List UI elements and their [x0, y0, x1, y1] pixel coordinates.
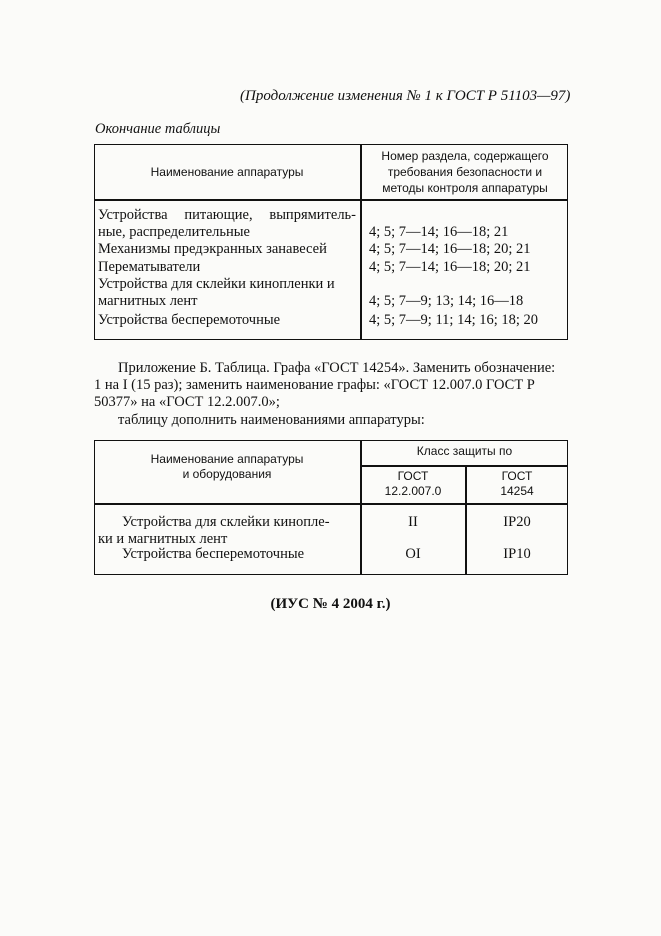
paragraph-line4: таблицу дополнить наименованиями аппаратуры: [118, 412, 425, 428]
paragraph-line2: 1 на I (15 раз); заменить наименование графы: «ГОСТ 12.007.0 ГОСТ Р [94, 377, 535, 393]
table1-row1-value: 4; 5; 7—14; 16—18; 21 [369, 224, 509, 240]
table2-row1-v1: II [408, 514, 418, 530]
table2-header-divider [94, 503, 568, 505]
table2-row2-v2: IP10 [503, 546, 531, 562]
table2-sub2-header: ГОСТ 14254 [500, 469, 534, 498]
table2-row2-v1: OI [405, 546, 421, 562]
paragraph-line1: Приложение Б. Таблица. Графа «ГОСТ 14254». Заменить обозначение: [118, 360, 556, 376]
paragraph-line3: 50377» на «ГОСТ 12.2.007.0»; [94, 394, 280, 410]
table1-row5-value: 4; 5; 7—9; 11; 14; 16; 18; 20 [369, 312, 539, 328]
table2-row1-name-line2: ки и магнитных лент [98, 531, 228, 547]
table1-row1-name-line1: Устройства питающие, выпрямитель- [98, 207, 356, 223]
table1-row4-value: 4; 5; 7—9; 13; 14; 16—18 [369, 293, 524, 309]
table1-col1-header: Наименование аппаратуры [150, 164, 304, 179]
table2-row2-name: Устройства бесперемоточные [122, 546, 305, 562]
table1-row1-name-line2: ные, распределительные [98, 224, 250, 240]
table1-row4-name: Устройства для склейки кинопленки и магнитных лент [98, 276, 335, 309]
table2-sub1-header: ГОСТ 12.2.007.0 [384, 469, 442, 498]
table1-row2-value: 4; 5; 7—14; 16—18; 20; 21 [369, 241, 531, 257]
table2-row1-v2: IP20 [503, 514, 531, 530]
table2-group-divider [360, 465, 568, 467]
table2-row1-name-line1: Устройства для склейки кинопле- [122, 514, 330, 530]
table2-group-header: Класс защиты по [416, 444, 513, 458]
table1-caption: Окончание таблицы [95, 121, 221, 137]
table1-header-divider [94, 199, 568, 201]
table1-row3-value: 4; 5; 7—14; 16—18; 20; 21 [369, 259, 531, 275]
table1-row2-name: Механизмы предэкранных занавесей [98, 241, 327, 257]
table1-row5-name: Устройства бесперемоточные [98, 312, 281, 328]
footer-reference: (ИУС № 4 2004 г.) [270, 596, 391, 612]
header-note: (Продолжение изменения № 1 к ГОСТ Р 51103—97) [240, 88, 571, 104]
table1-row3-name: Перематыватели [98, 259, 201, 275]
table1-col2-header: Номер раздела, содержащего требования безопасности и методы контроля аппаратуры [381, 149, 549, 195]
table1-row1-name [98, 207, 356, 241]
table2-col1-header: Наименование аппаратуры и оборудования [150, 452, 304, 481]
